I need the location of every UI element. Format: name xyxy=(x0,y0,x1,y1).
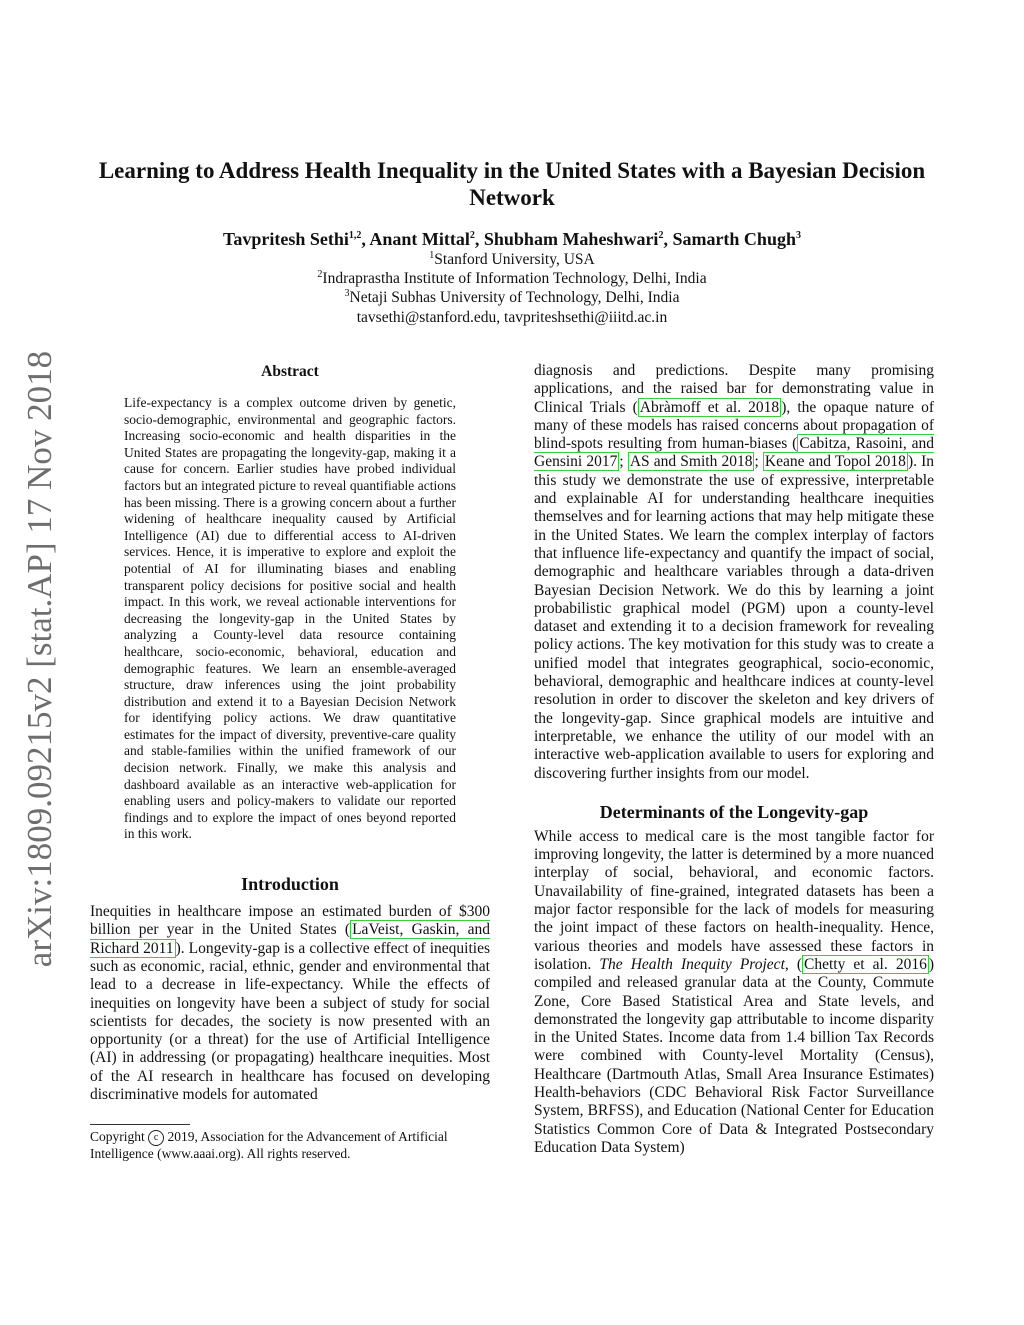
body-text: While access to medical care is the most tangible factor for improving longevity, the latter is determined by a more nuanced interplay of social, behavioral, and economic factors. Unavailability of fine-grained, integrated datasets has been a major factor responsible for the lack of models for measuring the joint impact of these factors on health-inequality. Hence, various theories and models have assessed these factors in isolation. xyxy=(534,827,934,973)
author-name: Anant Mittal xyxy=(369,229,470,249)
copyright-prefix: Copyright xyxy=(90,1129,145,1145)
copyright-icon: c xyxy=(148,1130,164,1146)
citation-separator: ; xyxy=(754,453,763,471)
footnote-divider xyxy=(90,1124,190,1125)
author-name: Samarth Chugh xyxy=(672,229,796,249)
body-paragraph xyxy=(534,362,934,783)
affiliation-mark: 3 xyxy=(344,287,350,299)
copyright-text: 2019, Association for the Advancement of Artificial Intelligence (www.aaai.org). All rights reserved. xyxy=(90,1129,448,1162)
affiliation-text: Stanford University, USA xyxy=(434,251,595,268)
citation-link[interactable]: Cabitza, Rasoini, and Gensini 2017 xyxy=(534,435,934,471)
left-column xyxy=(90,362,490,1163)
paper-title: Learning to Address Health Inequality in the United States with a Bayesian Decision Network xyxy=(98,158,926,210)
citation-link[interactable]: LaVeist, Gaskin, and Richard 2011 xyxy=(90,921,490,957)
author-name: Tavpritesh Sethi xyxy=(223,229,349,249)
affiliation-mark: 2 xyxy=(317,268,323,280)
affiliation xyxy=(90,288,934,307)
author-list xyxy=(90,228,934,250)
section-heading: Determinants of the Longevity-gap xyxy=(599,801,869,822)
affiliation-mark: 1 xyxy=(429,249,435,261)
author-separator: , xyxy=(663,229,673,249)
author-affiliation-mark: 2 xyxy=(658,230,664,241)
body-paragraph xyxy=(534,828,934,1157)
author-affiliation-mark: 2 xyxy=(469,230,475,241)
citation-link[interactable]: AS and Smith 2018 xyxy=(629,453,753,471)
author-separator: , xyxy=(474,229,484,249)
citation-link[interactable]: Abràmoff et al. 2018 xyxy=(639,398,780,416)
body-text: ) compiled and released granular data at the County, Commute Zone, Core Based Statistical Area and State levels, and demonstrated the longevity gap attributable to income disparity in the United States. Income data from 1.4 billion Tax Records were combined with County-level Mortality (Census), Healthcare (Dartmouth Atlas, Small Area Insurance Estimates) Health-behaviors (CDC Behavioral Risk Factor Surveillance System, BRFSS), and Education (National Center for Education Statistics Common Core of Data & Integrated Postsecondary Education Data System) xyxy=(534,955,934,1156)
project-name: The Health Inequity Project xyxy=(599,955,785,973)
arxiv-identifier: arXiv:1809.09215v2 [stat.AP] 17 Nov 2018 xyxy=(20,350,59,968)
body-text: diagnosis and predictions. Despite many promising applications, and the raised bar for demonstrating value in Clinical Trials ( xyxy=(534,362,934,416)
author-affiliation-mark: 1,2 xyxy=(348,230,362,241)
affiliation xyxy=(90,269,934,288)
abstract-text: Life-expectancy is a complex outcome driven by genetic, socio-demographic, environmental and geographic factors. Increasing socio-economic and health disparities in the United States are propagating the longevity-gap, making it a cause for concern. Earlier studies have probed individual factors but an integrated picture to reveal quantifiable actions has been missing. There is a growing concern about a further widening of healthcare inequality caused by Artificial Intelligence (AI) due to differential access to AI-driven services. Hence, it is imperative to explore and exploit the potential of AI for illuminating biases and enabling transparent policy decisions for positive social and health impact. In this work, we reveal actionable interventions for decreasing the longevity-gap in the United States by analyzing a County-level data resource containing healthcare, socio-economic, behavioral, education and demographic features. We learn an ensemble-averaged structure, draw inferences using the joint probability distribution and extend it to a Bayesian Decision Network for identifying policy actions. We draw quantitative estimates for the impact of diversity, preventive-care quality and stable-families within the unified framework of our decision network. Finally, we make this analysis and dashboard available as an interactive web-application for enabling users and policy-makers to validate our reported findings and to explore the impact of ones beyond reported in this work. xyxy=(124,395,456,842)
citation-link[interactable]: Chetty et al. 2016 xyxy=(804,955,927,973)
abstract-heading: Abstract xyxy=(261,363,319,380)
author-separator: , xyxy=(361,229,370,249)
right-column xyxy=(534,362,934,1157)
body-text: ). In this study we demonstrate the use of expressive, interpretable and explainable AI for understanding healthcare inequities themselves and for learning actions that may help mitigate these in the United States. We learn the complex interplay of factors that influence life-expectancy and quantify the impact of social, demographic and healthcare variables through a data-driven Bayesian Decision Network. We do this by learning a joint probabilistic graphical model (PGM) upon a county-level dataset and extending it to a decision framework for revealing policy actions. The key motivation for this study was to create a unified model that integrates geographical, socio-economic, behavioral, demographic and healthcare indices at county-level resolution in order to discover the skeleton and key drivers of the longevity-gap. Since graphical models are intuitive and interpretable, we enhance the utility of our model with an interactive web-application available to users for exploring and discovering further insights from our model. xyxy=(534,453,935,782)
affiliation-text: Netaji Subhas University of Technology, Delhi, India xyxy=(349,289,680,306)
intro-text: ). Longevity-gap is a collective effect of inequities such as economic, racial, ethnic, gender and environmental that lead to a decrease in life-expectancy. While the effects of inequities on longevity have been a subject of study for social scientists for decades, the society is now presented with an opportunity (or a threat) for the use of Artificial Intelligence (AI) in addressing (or propagating) healthcare inequities. Most of the AI research in healthcare has focused on developing discriminative models for automated xyxy=(90,939,491,1103)
author-emails: tavsethi@stanford.edu, tavpriteshsethi@iiitd.ac.in xyxy=(356,309,668,326)
author-name: Shubham Maheshwari xyxy=(483,229,659,249)
author-affiliation-mark: 3 xyxy=(795,230,801,241)
body-text: ), the opaque nature of many of these models has raised concerns about propagation of blind-spots resulting from human-biases ( xyxy=(534,398,934,453)
affiliation xyxy=(90,250,934,269)
introduction-heading: Introduction xyxy=(241,874,339,895)
intro-text: Inequities in healthcare impose an estimated burden of $300 billion per year in the United States ( xyxy=(90,903,490,939)
affiliation-text: Indraprastha Institute of Information Technology, Delhi, India xyxy=(322,270,707,287)
citation-separator: ; xyxy=(619,453,628,471)
introduction-paragraph xyxy=(90,903,490,1104)
body-text: , ( xyxy=(784,955,802,973)
copyright-footnote xyxy=(90,1129,490,1163)
citation-link[interactable]: Keane and Topol 2018 xyxy=(764,453,906,471)
